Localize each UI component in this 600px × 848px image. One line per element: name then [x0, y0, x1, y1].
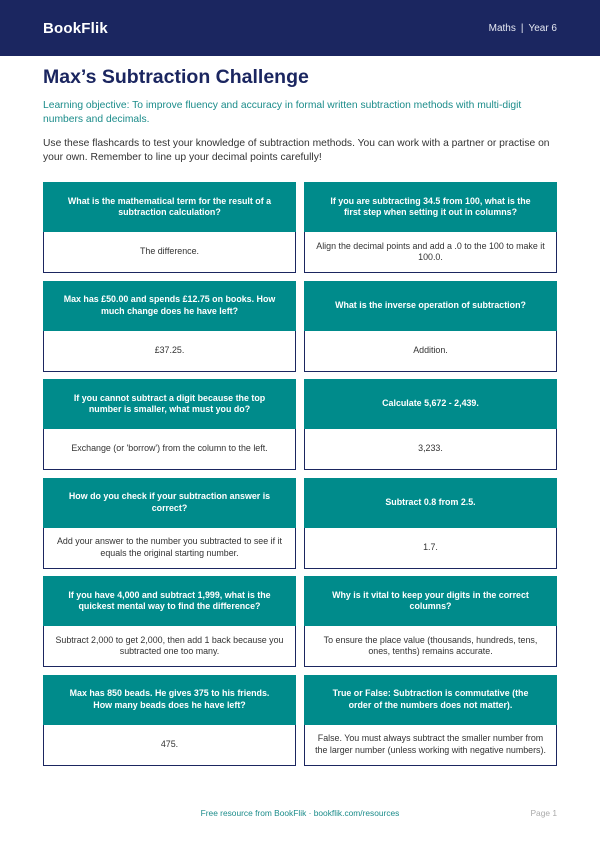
flashcard-answer: False. You must always subtract the smaller number from the larger number (unless working with negative numbers). — [304, 725, 557, 766]
flashcard — [43, 281, 296, 372]
learning-objective: Learning objective: To improve fluency and accuracy in formal written subtraction methods with multi-digit numbers and decimals. — [43, 100, 522, 125]
flashcard-grid — [43, 182, 557, 766]
flashcard-answer: Add your answer to the number you subtracted to see if it equals the original starting number. — [43, 528, 296, 569]
page-title: Max’s Subtraction Challenge — [43, 66, 309, 88]
flashcard-answer: To ensure the place value (thousands, hundreds, tens, ones, tenths) remains accurate. — [304, 626, 557, 667]
flashcard-question: Calculate 5,672 - 2,439. — [304, 379, 557, 429]
brand-logo[interactable]: BookFlik — [43, 19, 108, 37]
flashcard — [304, 182, 557, 273]
flashcard-answer: 1.7. — [304, 528, 557, 569]
flashcard-question: What is the mathematical term for the result of a subtraction calculation? — [43, 182, 296, 232]
flashcard-question: Why is it vital to keep your digits in the correct columns? — [304, 576, 557, 626]
flashcard-answer: Subtract 2,000 to get 2,000, then add 1 back because you subtracted one too many. — [43, 626, 296, 667]
flashcard — [304, 379, 557, 470]
flashcard-answer: 3,233. — [304, 429, 557, 470]
flashcard-question: True or False: Subtraction is commutative (the order of the numbers does not matter). — [304, 675, 557, 725]
flashcard-answer: 475. — [43, 725, 296, 766]
flashcard-question: If you have 4,000 and subtract 1,999, what is the quickest mental way to find the difference? — [43, 576, 296, 626]
intro-text: Use these flashcards to test your knowledge of subtraction methods. You can work with a partner or practise on your own. Remember to line up your decimal points carefully! — [43, 138, 550, 163]
flashcard — [304, 576, 557, 667]
flashcard — [304, 675, 557, 766]
flashcard — [43, 182, 296, 273]
header-meta — [489, 23, 557, 34]
flashcard-answer: Addition. — [304, 331, 557, 372]
flashcard-answer: The difference. — [43, 232, 296, 273]
page-number: Page 1 — [530, 808, 557, 818]
flashcard-question: Subtract 0.8 from 2.5. — [304, 478, 557, 528]
flashcard-question: If you are subtracting 34.5 from 100, what is the first step when setting it out in columns? — [304, 182, 557, 232]
flashcard-question: Max has £50.00 and spends £12.75 on books. How much change does he have left? — [43, 281, 296, 331]
flashcard-answer: £37.25. — [43, 331, 296, 372]
flashcard-answer: Exchange (or 'borrow') from the column to the left. — [43, 429, 296, 470]
footer-resource-link[interactable]: Free resource from BookFlik · bookflik.com/resources — [200, 808, 400, 818]
year-label: Year 6 — [528, 22, 557, 34]
flashcard — [304, 478, 557, 569]
subject-label: Maths — [488, 22, 516, 34]
flashcard — [43, 478, 296, 569]
flashcard-question: If you cannot subtract a digit because the top number is smaller, what must you do? — [43, 379, 296, 429]
flashcard — [43, 576, 296, 667]
meta-separator: | — [520, 22, 524, 34]
flashcard-question: Max has 850 beads. He gives 375 to his friends. How many beads does he have left? — [43, 675, 296, 725]
header-bar — [0, 0, 600, 56]
flashcard — [43, 379, 296, 470]
flashcard-question: How do you check if your subtraction answer is correct? — [43, 478, 296, 528]
flashcard-answer: Align the decimal points and add a .0 to the 100 to make it 100.0. — [304, 232, 557, 273]
flashcard-question: What is the inverse operation of subtraction? — [304, 281, 557, 331]
flashcard — [43, 675, 296, 766]
flashcard — [304, 281, 557, 372]
